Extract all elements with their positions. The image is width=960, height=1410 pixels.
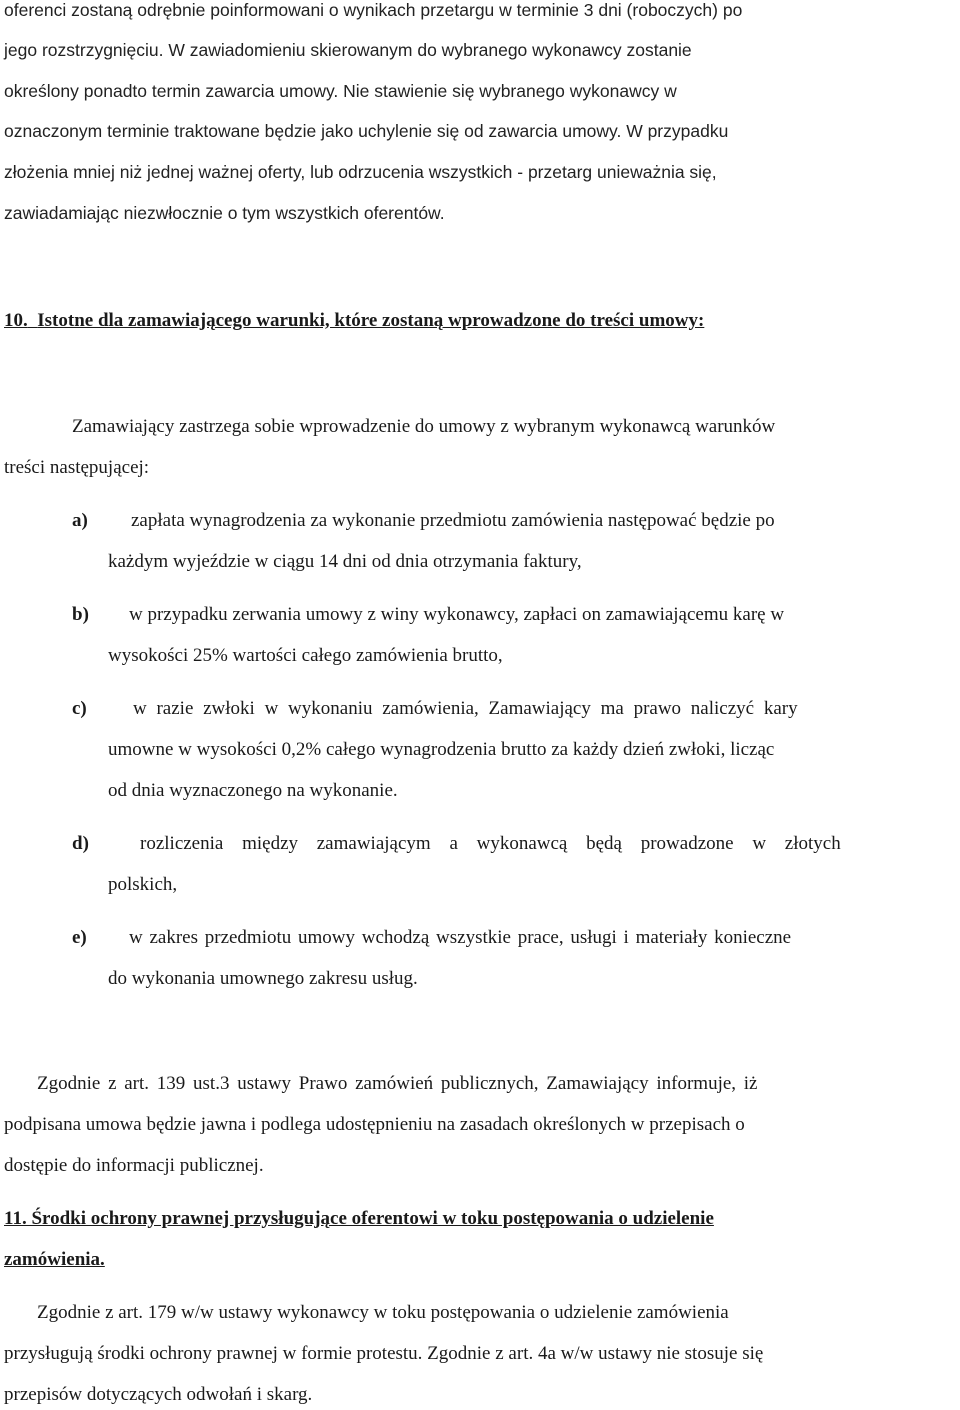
list-item-line: w przypadku zerwania umowy z winy wykonawcy, zapłaci on zamawiającemu karę w bbox=[129, 604, 785, 625]
list-item-line: w zakres przedmiotu umowy wchodzą wszystkie prace, usługi i materiały konieczne bbox=[129, 927, 792, 948]
intro-line: złożenia mniej niż jednej ważnej oferty, lub odrzucenia wszystkich - przetarg unieważnia się, bbox=[4, 162, 717, 182]
closing-line: podpisana umowa będzie jawna i podlega udostępnieniu na zasadach określonych w przepisach o bbox=[4, 1114, 745, 1135]
list-item-line: od dnia wyznaczonego na wykonanie. bbox=[108, 780, 398, 801]
lead-line: treści następującej: bbox=[4, 457, 150, 478]
list-marker: a) bbox=[72, 510, 88, 531]
list-marker: e) bbox=[72, 927, 87, 948]
list-marker: b) bbox=[72, 604, 89, 625]
lead-line: Zamawiający zastrzega sobie wprowadzenie do umowy z wybranym wykonawcą warunków bbox=[72, 416, 776, 437]
list-item-line: umowne w wysokości 0,2% całego wynagrodzenia brutto za każdy dzień zwłoki, licząc bbox=[108, 739, 775, 760]
section-number: 10. bbox=[4, 310, 28, 331]
body-line: przysługują środki ochrony prawnej w formie protestu. Zgodnie z art. 4a w/w ustawy nie stosuje się bbox=[4, 1343, 764, 1364]
body-line: Zgodnie z art. 179 w/w ustawy wykonawcy w toku postępowania o udzielenie zamówienia bbox=[37, 1302, 729, 1323]
list-item-line: polskich, bbox=[108, 874, 178, 895]
intro-line: jego rozstrzygnięciu. W zawiadomieniu skierowanym do wybranego wykonawcy zostanie bbox=[4, 40, 692, 60]
section-11-heading: 11. Środki ochrony prawnej przysługujące oferentowi w toku postępowania o udzielenie bbox=[4, 1208, 714, 1229]
list-marker: d) bbox=[72, 833, 89, 854]
intro-line: określony ponadto termin zawarcia umowy. Nie stawienie się wybranego wykonawcy w bbox=[4, 81, 677, 101]
section-10-heading bbox=[4, 309, 704, 333]
section-title: Istotne dla zamawiającego warunki, które zostaną wprowadzone do treści umowy: bbox=[37, 310, 705, 331]
list-marker: c) bbox=[72, 698, 87, 719]
intro-line: zawiadamiając niezwłocznie o tym wszystkich oferentów. bbox=[4, 203, 445, 223]
list-item-line: do wykonania umownego zakresu usług. bbox=[108, 968, 418, 989]
list-item-line: rozliczenia między zamawiającym a wykonawcą będą prowadzone w złotych bbox=[140, 833, 841, 854]
list-item-line: każdym wyjeździe w ciągu 14 dni od dnia otrzymania faktury, bbox=[108, 551, 582, 572]
section-11-heading: zamówienia. bbox=[4, 1249, 105, 1270]
list-item-line: zapłata wynagrodzenia za wykonanie przedmiotu zamówienia następować będzie po bbox=[131, 510, 775, 531]
intro-line: oferenci zostaną odrębnie poinformowani o wynikach przetargu w terminie 3 dni (roboczych) po bbox=[4, 0, 743, 20]
list-item-line: w razie zwłoki w wykonaniu zamówienia, Zamawiający ma prawo naliczyć kary bbox=[133, 698, 798, 719]
closing-line: Zgodnie z art. 139 ust.3 ustawy Prawo zamówień publicznych, Zamawiający informuje, iż bbox=[37, 1073, 758, 1094]
intro-line: oznaczonym terminie traktowane będzie jako uchylenie się od zawarcia umowy. W przypadku bbox=[4, 121, 729, 141]
body-line: przepisów dotyczących odwołań i skarg. bbox=[4, 1384, 313, 1405]
list-item-line: wysokości 25% wartości całego zamówienia brutto, bbox=[108, 645, 503, 666]
closing-line: dostępie do informacji publicznej. bbox=[4, 1155, 264, 1176]
